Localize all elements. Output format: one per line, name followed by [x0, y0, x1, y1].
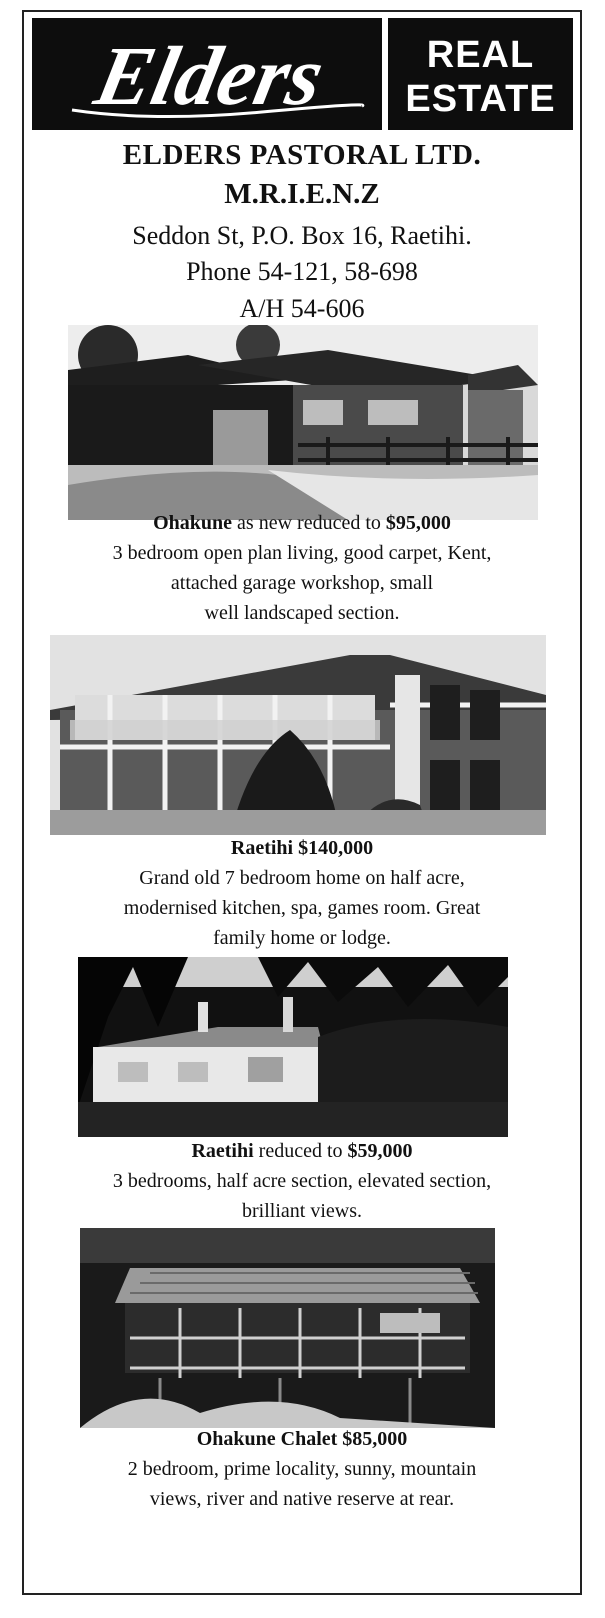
- listing-description-line: Grand old 7 bedroom home on half acre,: [139, 867, 465, 889]
- listing-caption-1: [22, 508, 582, 628]
- logo-estate: ESTATE: [405, 78, 556, 120]
- after-hours-phone: A/H 54-606: [239, 294, 365, 323]
- listing-photo-raetihi-villa: [50, 635, 546, 835]
- listing-photo-ohakune-chalet: [80, 1228, 495, 1428]
- logo-real: REAL: [426, 34, 535, 76]
- listing-description-line: 2 bedroom, prime locality, sunny, mountain: [127, 1458, 477, 1480]
- listing-photo-raetihi-house: [78, 957, 508, 1137]
- listing-caption-4: [22, 1424, 582, 1514]
- listing-description-line: attached garage workshop, small: [170, 572, 434, 594]
- listing-caption-3: [22, 1136, 582, 1226]
- phone: Phone 54-121, 58-698: [186, 257, 418, 286]
- listing-description-line: brilliant views.: [242, 1200, 362, 1222]
- company-name: ELDERS PASTORAL LTD.: [122, 139, 482, 171]
- listing-description-line: 3 bedroom open plan living, good carpet, Kent,: [112, 542, 492, 564]
- address: Seddon St, P.O. Box 16, Raetihi.: [132, 221, 472, 250]
- listing-description-line: well landscaped section.: [204, 602, 400, 624]
- credentials: M.R.I.E.N.Z: [224, 178, 380, 210]
- listing-heading: Ohakune as new reduced to $95,000: [153, 512, 451, 534]
- listing-caption-2: [22, 833, 582, 953]
- svg-text:Elders: Elders: [87, 29, 332, 123]
- listing-description-line: modernised kitchen, spa, games room. Great: [123, 897, 481, 919]
- elders-logo: [32, 18, 573, 130]
- elders-script-logo: [32, 18, 377, 130]
- listing-description-line: family home or lodge.: [213, 927, 391, 949]
- listing-description-line: views, river and native reserve at rear.: [149, 1488, 455, 1510]
- listing-heading: Raetihi reduced to $59,000: [191, 1140, 413, 1162]
- listing-heading: Raetihi $140,000: [230, 837, 374, 859]
- listing-description-line: 3 bedrooms, half acre section, elevated section,: [112, 1170, 492, 1192]
- listing-photo-ohakune-house: [68, 325, 538, 520]
- listing-heading: Ohakune Chalet $85,000: [196, 1428, 408, 1450]
